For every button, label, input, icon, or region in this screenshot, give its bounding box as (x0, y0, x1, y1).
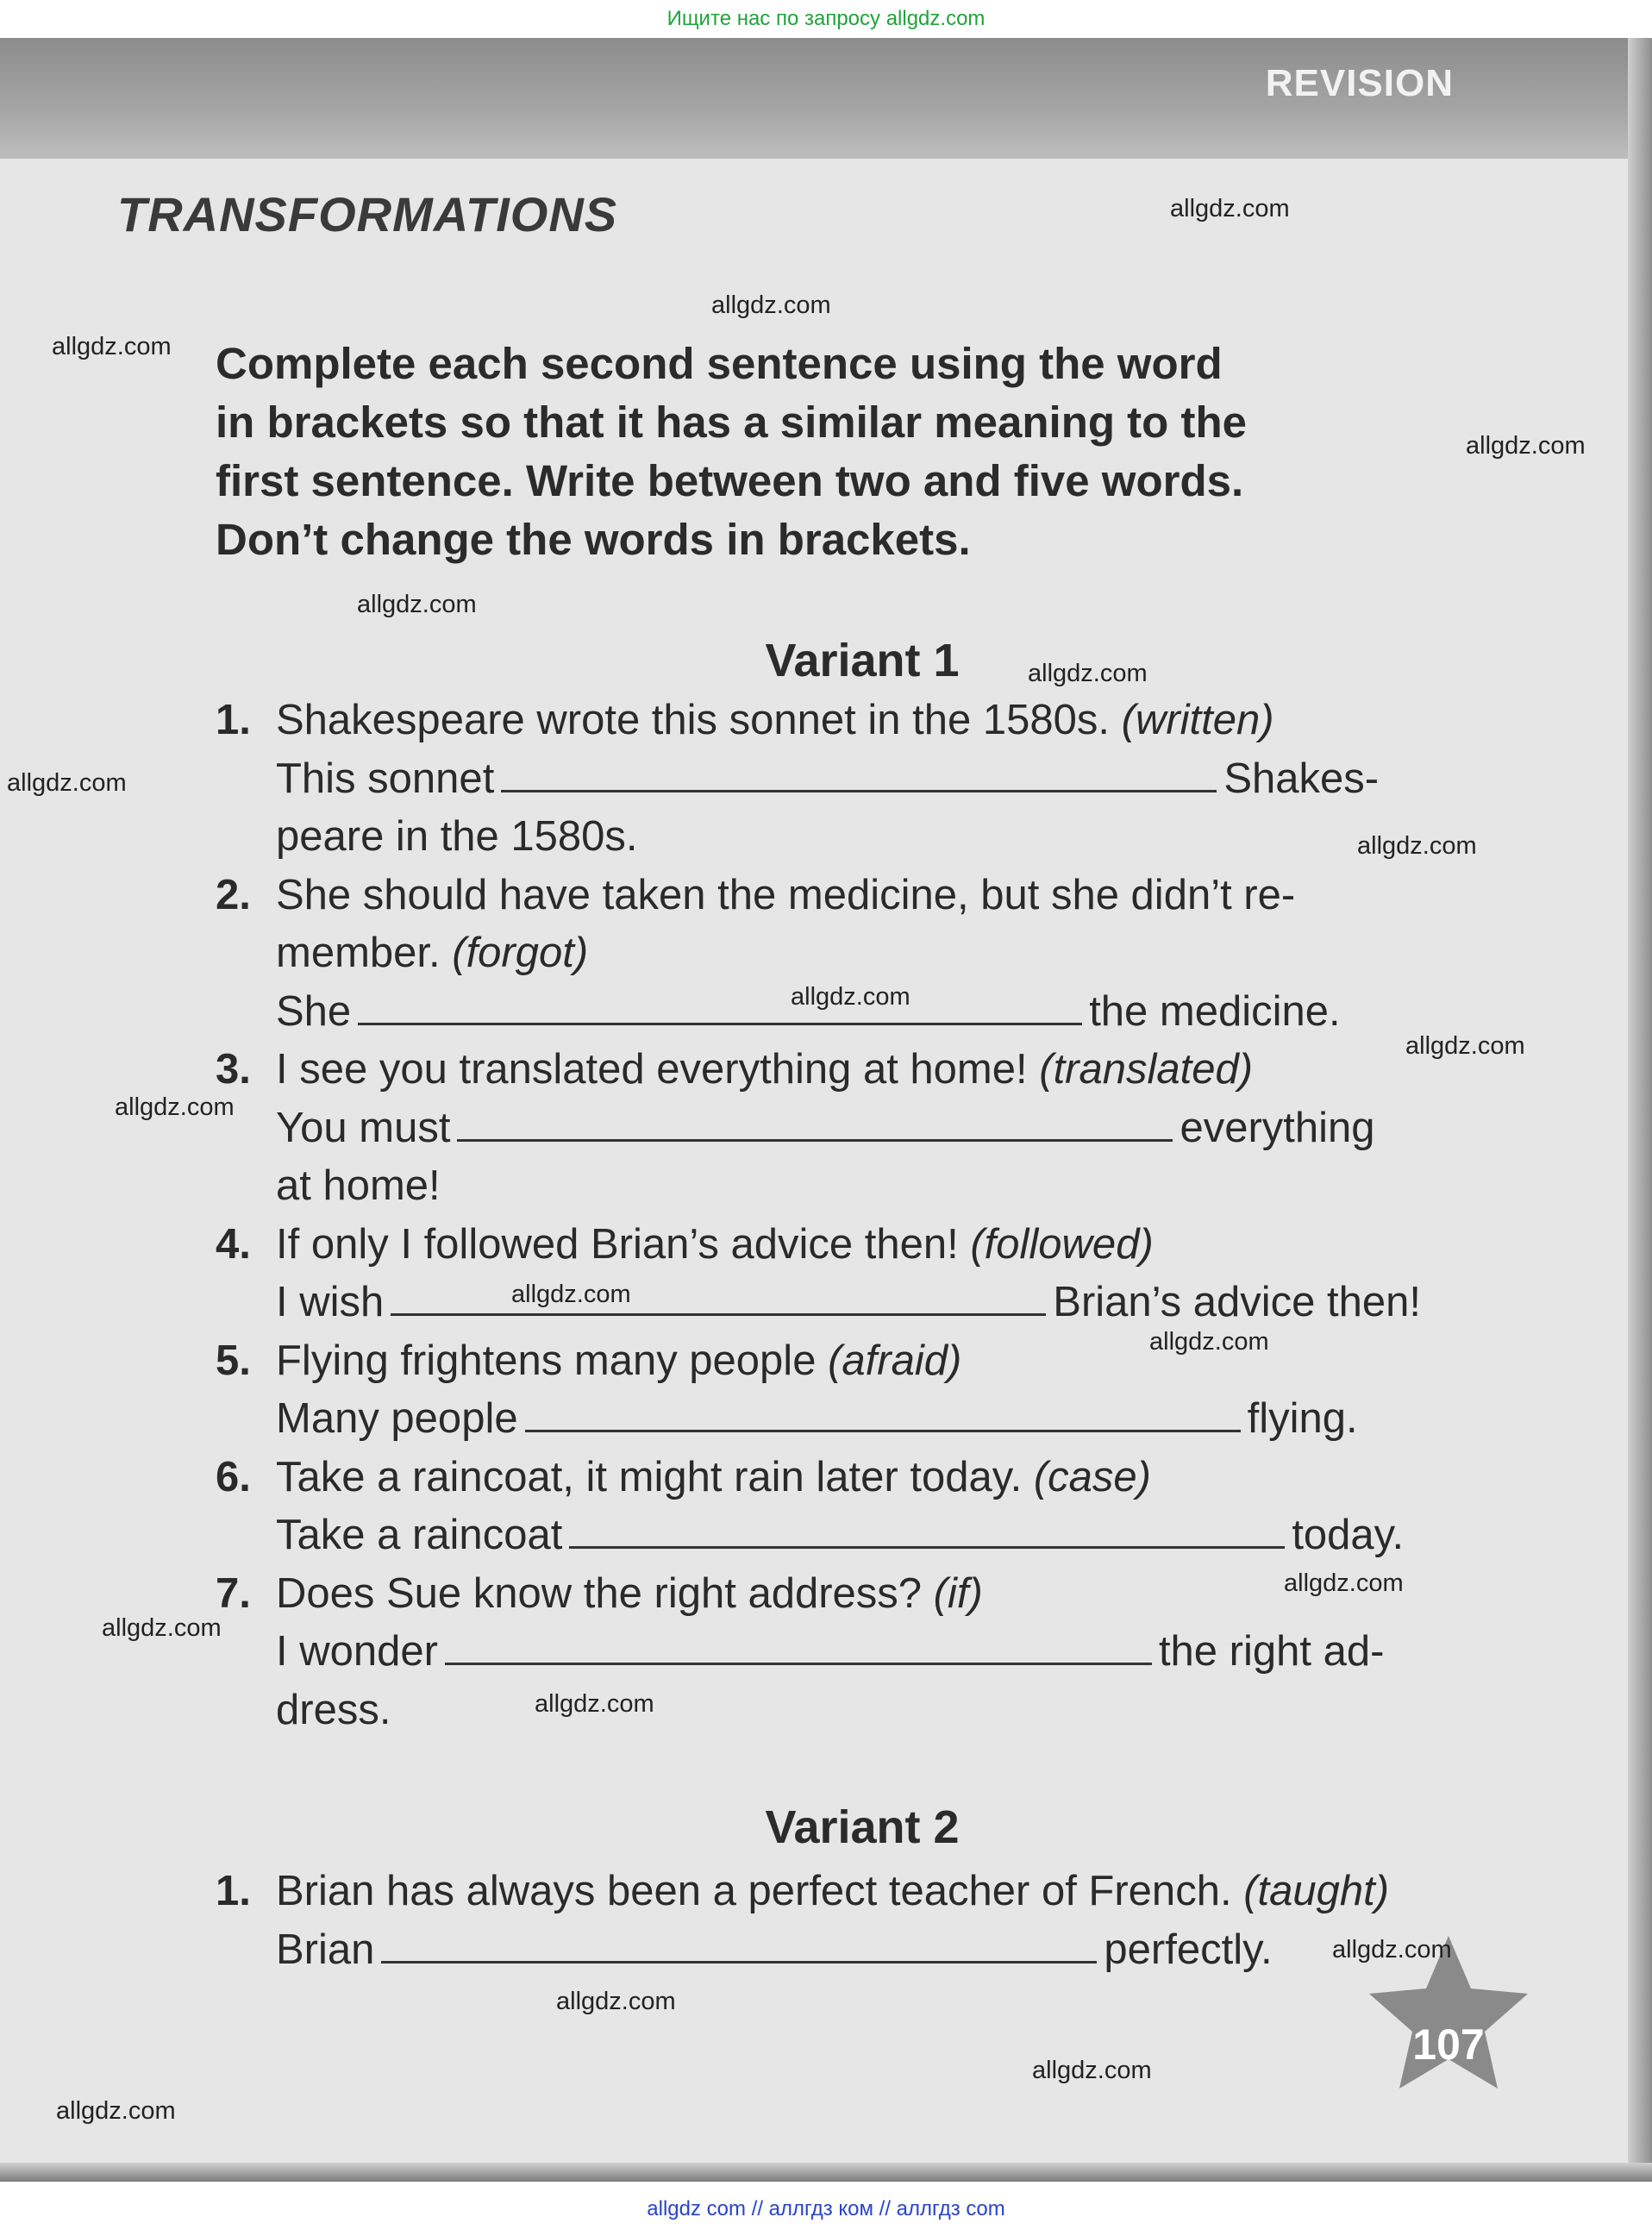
watermark: allgdz.com (7, 769, 127, 797)
exercise-keyword: (written) (1121, 697, 1274, 743)
watermark: allgdz.com (102, 1614, 222, 1642)
exercise-prompt: Brian has always been a perfect teacher of French. (276, 1868, 1232, 1914)
watermark: allgdz.com (1149, 1328, 1269, 1356)
exercise-item (216, 1216, 1466, 1332)
answer-start: Take a raincoat (276, 1512, 563, 1558)
answer-end: flying. (1247, 1395, 1358, 1442)
variant-2-exercises (216, 1863, 1466, 1979)
answer-blank[interactable] (525, 1390, 1241, 1432)
answer-continuation: peare in the 1580s. (276, 813, 638, 860)
watermark: allgdz.com (791, 983, 910, 1011)
variant-2-heading: Variant 2 (765, 1801, 960, 1853)
exercise-prompt: Flying frightens many people (276, 1337, 817, 1384)
answer-continuation: at home! (276, 1162, 441, 1209)
exercise-item (216, 1565, 1466, 1740)
top-banner[interactable]: Ищите нас по запросу allgdz.com (0, 0, 1652, 38)
watermark: allgdz.com (115, 1093, 235, 1121)
exercise-keyword: (afraid) (828, 1337, 962, 1384)
answer-end: perfectly. (1104, 1926, 1273, 1973)
watermark: allgdz.com (1357, 832, 1477, 860)
watermark: allgdz.com (535, 1690, 654, 1718)
exercise-item (216, 1041, 1466, 1216)
exercise-number: 7. (216, 1569, 251, 1617)
answer-continuation: dress. (276, 1686, 391, 1733)
exercise-number: 1. (216, 697, 251, 743)
exercise-prompt: She should have taken the medicine, but she didn’t re- (276, 871, 1296, 918)
answer-blank[interactable] (457, 1099, 1173, 1142)
answer-start: Many people (276, 1395, 518, 1442)
answer-end: the medicine. (1089, 987, 1341, 1035)
page-edge (1628, 38, 1652, 2182)
answer-start: I wonder (276, 1628, 438, 1675)
watermark: allgdz.com (511, 1281, 631, 1308)
exercise-item (216, 1332, 1466, 1449)
exercise-keyword: (case) (1033, 1453, 1151, 1500)
page-number: 107 (1412, 2020, 1485, 2069)
instructions (216, 335, 1457, 569)
instruction-line: in brackets so that it has a similar meaning to the (216, 398, 1247, 447)
exercise-keyword: (forgot) (452, 930, 589, 976)
watermark: allgdz.com (1405, 1032, 1525, 1060)
exercise-number: 4. (216, 1220, 251, 1268)
answer-blank[interactable] (381, 1921, 1097, 1964)
exercise-keyword: (translated) (1039, 1046, 1254, 1093)
exercise-prompt: Take a raincoat, it might rain later today. (276, 1453, 1023, 1500)
watermark: allgdz.com (1032, 2057, 1152, 2084)
watermark: allgdz.com (1332, 1936, 1452, 1964)
answer-end: Brian’s advice then! (1053, 1279, 1422, 1325)
watermark: allgdz.com (357, 591, 477, 618)
exercise-prompt: If only I followed Brian’s advice then! (276, 1220, 959, 1268)
answer-start: I wish (276, 1279, 385, 1325)
exercise-prompt-cont: member. (276, 930, 441, 976)
page-bottom-edge (0, 2163, 1652, 2182)
answer-blank[interactable] (358, 983, 1082, 1025)
answer-start: Brian (276, 1926, 375, 1973)
watermark: allgdz.com (711, 291, 831, 319)
exercise-prompt: Does Sue know the right address? (276, 1569, 923, 1617)
answer-end: today. (1292, 1512, 1405, 1558)
watermark: allgdz.com (1284, 1569, 1404, 1597)
exercise-item (216, 1449, 1466, 1565)
watermark: allgdz.com (1170, 195, 1290, 222)
exercise-number: 3. (216, 1046, 251, 1093)
variant-1-exercises (216, 692, 1466, 1739)
exercise-item (216, 867, 1466, 1042)
answer-end: the right ad- (1158, 1628, 1385, 1675)
exercise-number: 5. (216, 1337, 251, 1384)
exercise-prompt: I see you translated everything at home! (276, 1046, 1028, 1093)
answer-blank[interactable] (445, 1623, 1152, 1665)
instruction-line: first sentence. Write between two and five words. (216, 456, 1244, 505)
answer-start: She (276, 987, 352, 1035)
exercise-number: 1. (216, 1868, 251, 1914)
answer-start: You must (276, 1104, 451, 1151)
exercise-keyword: (followed) (970, 1220, 1154, 1268)
exercise-number: 2. (216, 871, 251, 918)
variant-1-heading: Variant 1 (765, 635, 960, 686)
exercise-prompt: Shakespeare wrote this sonnet in the 1580s. (276, 697, 1111, 743)
section-header: REVISION (1265, 62, 1454, 104)
exercise-item (216, 1863, 1466, 1979)
watermark: allgdz.com (56, 2097, 176, 2125)
watermark: allgdz.com (1466, 432, 1586, 460)
exercise-keyword: (if) (933, 1569, 983, 1617)
answer-start: This sonnet (276, 755, 495, 802)
watermark: allgdz.com (1028, 660, 1148, 687)
answer-blank[interactable] (501, 750, 1217, 792)
answer-end: Shakes- (1223, 755, 1380, 802)
instruction-line: Don’t change the words in brackets. (216, 515, 971, 564)
answer-end: everything (1180, 1104, 1375, 1151)
watermark: allgdz.com (556, 1988, 676, 2015)
watermark: allgdz.com (52, 333, 172, 360)
instruction-line: Complete each second sentence using the word (216, 339, 1223, 388)
answer-blank[interactable] (391, 1274, 1046, 1316)
page-title: TRANSFORMATIONS (117, 187, 618, 241)
answer-blank[interactable] (569, 1506, 1285, 1549)
exercise-item (216, 692, 1466, 867)
exercise-number: 6. (216, 1453, 251, 1500)
bottom-banner[interactable]: allgdz com // аллгдз ком // аллгдз com (0, 2182, 1652, 2236)
exercise-keyword: (taught) (1243, 1868, 1390, 1914)
